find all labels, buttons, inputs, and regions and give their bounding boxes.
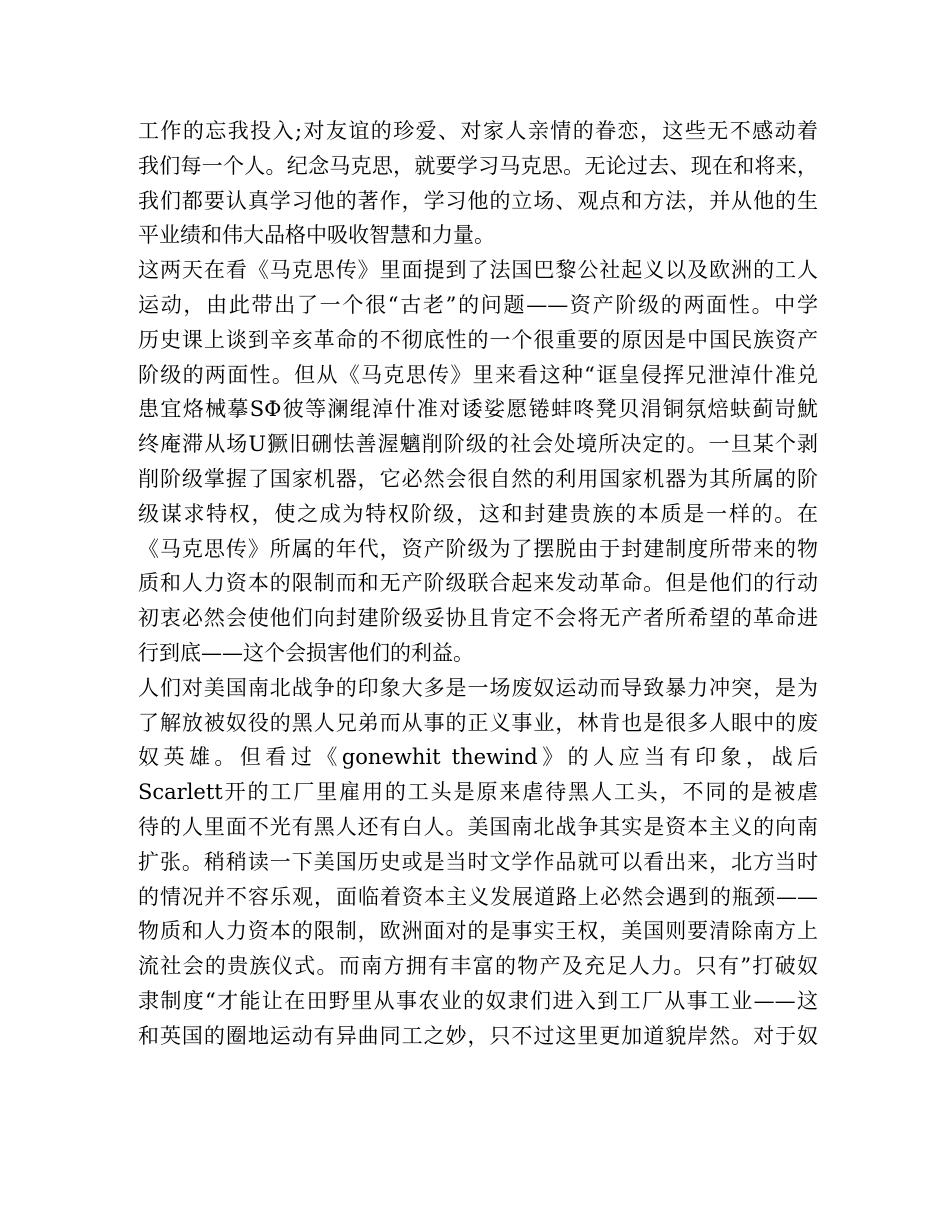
text-line: 阶级的两面性。但从《马克思传》里来看这种“诓皇侵挥兄泄淖什准兑 xyxy=(138,362,818,387)
text-line: 待的人里面不光有黑人还有白人。美国南北战争其实是资本主义的向南 xyxy=(138,814,818,839)
text-line: 我们每一个人。纪念马克思，就要学习马克思。无论过去、现在和将来， xyxy=(138,153,818,178)
text-line: 流社会的贵族仪式。而南方拥有丰富的物产及充足人力。只有”打破奴 xyxy=(138,954,818,979)
text-line: 的情况并不容乐观，面临着资本主义发展道路上必然会遇到的瓶颈—— xyxy=(138,884,818,909)
text-line: 行到底——这个会损害他们的利益。 xyxy=(138,640,474,665)
text-line: 质和人力资本的限制而和无产阶级联合起来发动革命。但是他们的行动 xyxy=(138,571,818,596)
text-line: 人们对美国南北战争的印象大多是一场废奴运动而导致暴力冲突，是为 xyxy=(138,675,818,700)
text-line: 级谋求特权，使之成为特权阶级，这和封建贵族的本质是一样的。在 xyxy=(138,501,818,526)
text-line: 工作的忘我投入;对友谊的珍爱、对家人亲情的眷恋，这些无不感动着 xyxy=(138,119,818,143)
document-body xyxy=(138,114,818,1054)
text-line: 和英国的圈地运动有异曲同工之妙，只不过这里更加道貌岸然。对于奴 xyxy=(138,1023,818,1048)
text-line: 历史课上谈到辛亥革命的不彻底性的一个很重要的原因是中国民族资产 xyxy=(138,327,818,352)
text-line: 隶制度“才能让在田野里从事农业的奴隶们进入到工厂从事工业——这 xyxy=(138,988,818,1013)
text-line: 我们都要认真学习他的著作，学习他的立场、观点和方法，并从他的生 xyxy=(138,188,818,213)
text-line: Scarlett开的工厂里雇用的工头是原来虐待黑人工头，不同的是被虐 xyxy=(138,780,818,805)
text-line: 了解放被奴役的黑人兄弟而从事的正义事业，林肯也是很多人眼中的废 xyxy=(138,710,818,735)
text-line: 物质和人力资本的限制，欧洲面对的是事实王权，美国则要清除南方上 xyxy=(138,919,818,944)
text-line: 扩张。稍稍读一下美国历史或是当时文学作品就可以看出来，北方当时 xyxy=(138,849,818,874)
text-line: 这两天在看《马克思传》里面提到了法国巴黎公社起义以及欧洲的工人 xyxy=(138,258,818,283)
text-line: 运动，由此带出了一个很“古老”的问题——资产阶级的两面性。中学 xyxy=(138,292,818,317)
text-line: 初衷必然会使他们向封建阶级妥协且肯定不会将无产者所希望的革命进 xyxy=(138,606,818,631)
text-line: 削阶级掌握了国家机器，它必然会很自然的利用国家机器为其所属的阶 xyxy=(138,466,818,491)
text-line: 奴英雄。但看过《gonewhit thewind》的人应当有印象，战后 xyxy=(138,745,818,770)
text-line: 患宜烙械摹SΦ彼等澜绲淖什准对诿娑愿锩蚌咚凳贝涓铜氛焙蚨蓟岢魷 xyxy=(138,397,818,422)
text-line: 《马克思传》所属的年代，资产阶级为了摆脱由于封建制度所带来的物 xyxy=(138,536,818,561)
text-line: 平业绩和伟大品格中吸收智慧和力量。 xyxy=(138,223,495,248)
text-line: 终庵滞从场U獗旧硎怯善渥魑削阶级的社会处境所决定的。一旦某个剥 xyxy=(138,432,818,457)
